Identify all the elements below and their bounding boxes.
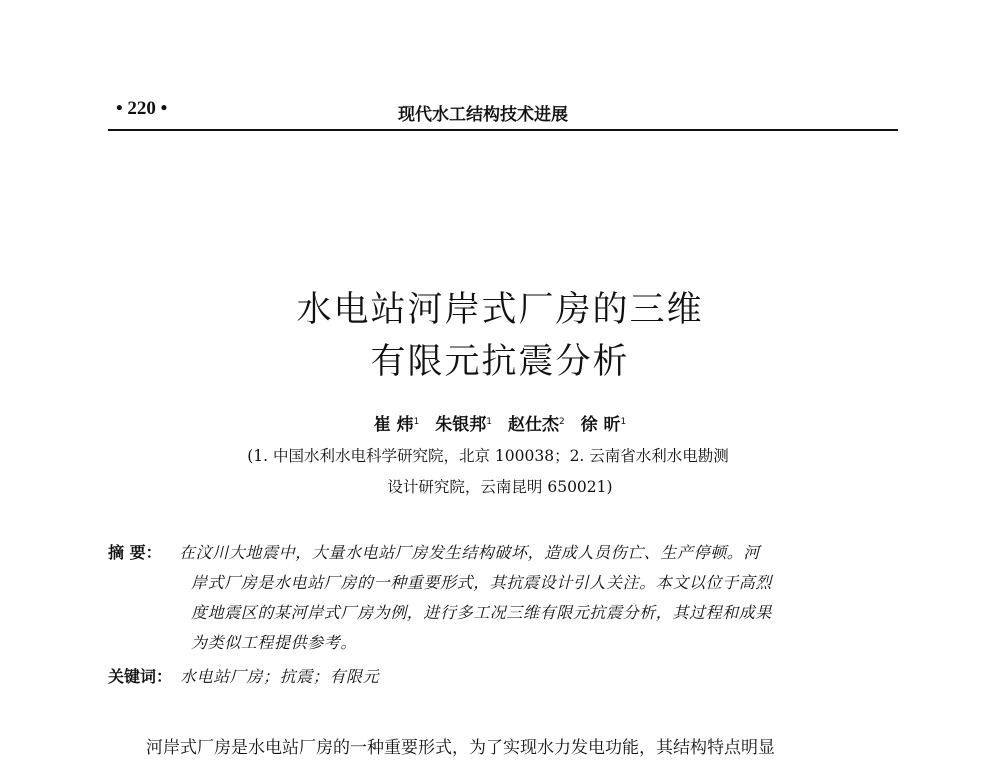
abstract-label: 摘 要： bbox=[108, 543, 162, 562]
abstract-line: 为类似工程提供参考。 bbox=[191, 633, 358, 652]
affiliation-line-1: (1. 中国水利水电科学研究院，北京 100038；2. 云南省水利水电勘测 bbox=[247, 447, 729, 465]
abstract-line: 岸式厂房是水电站厂房的一种重要形式，其抗震设计引人关注。本文以位于高烈 bbox=[191, 573, 773, 592]
abstract-line: 在汶川大地震中，大量水电站厂房发生结构破坏，造成人员伤亡、生产停顿。河 bbox=[179, 543, 761, 562]
header-rule bbox=[108, 129, 898, 131]
author-name: 徐 昕 bbox=[580, 415, 621, 435]
author-name: 赵仕杰 bbox=[507, 415, 559, 435]
abstract-line: 度地震区的某河岸式厂房为例，进行多工况三维有限元抗震分析，其过程和成果 bbox=[191, 603, 773, 622]
affiliation-line-2: 设计研究院，云南昆明 650021) bbox=[387, 478, 613, 496]
author-affiliation-mark: 1 bbox=[486, 417, 493, 427]
author-affiliation-mark: 1 bbox=[620, 417, 627, 427]
keywords-text: 水电站厂房；抗震；有限元 bbox=[180, 667, 380, 686]
author-affiliation-mark: 2 bbox=[558, 417, 565, 427]
author-affiliation-mark: 1 bbox=[413, 417, 420, 427]
keywords-label: 关键词： bbox=[108, 667, 173, 686]
page-header bbox=[108, 92, 898, 126]
paper-title-line-2: 有限元抗震分析 bbox=[370, 342, 630, 382]
author bbox=[374, 415, 420, 435]
page-number: • 220 • bbox=[116, 98, 168, 119]
body-paragraph-first-line: 河岸式厂房是水电站厂房的一种重要形式，为了实现水力发电功能，其结构特点明显 bbox=[146, 738, 775, 758]
author bbox=[581, 415, 627, 435]
author-list bbox=[0, 410, 1000, 435]
running-head: 现代水工结构技术进展 bbox=[398, 105, 568, 125]
author-name: 崔 炜 bbox=[373, 415, 414, 435]
paper-title-line-1: 水电站河岸式厂房的三维 bbox=[296, 290, 704, 330]
author bbox=[435, 415, 492, 435]
abstract-text bbox=[179, 538, 901, 658]
author bbox=[508, 415, 565, 435]
author-name: 朱银邦 bbox=[435, 415, 487, 435]
